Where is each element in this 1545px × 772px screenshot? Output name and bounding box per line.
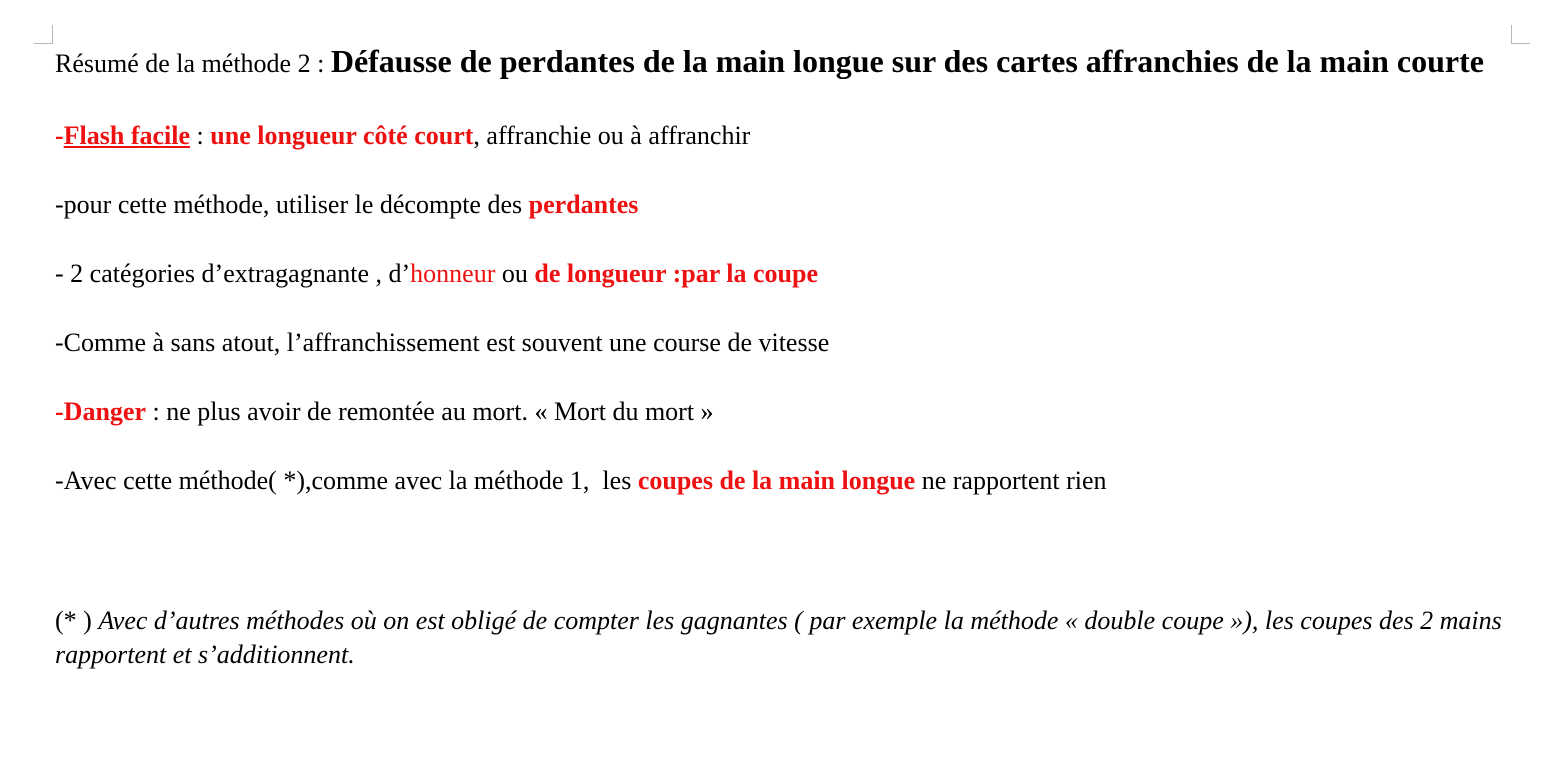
footnote-marker: (* ) (55, 606, 99, 635)
keyword-flash-facile: Flash facile (63, 121, 191, 150)
paragraph-decompte-perdantes (55, 187, 1505, 223)
document-title (55, 40, 1505, 85)
paragraph-danger (55, 394, 1505, 430)
margin-corner-mark-top-right (1511, 25, 1530, 44)
paragraph-text: -pour cette méthode, utiliser le décompte des (55, 190, 529, 219)
dash: - (55, 121, 64, 150)
highlight-honneur: honneur (410, 259, 496, 288)
paragraph-coupes-main-longue (55, 463, 1505, 499)
paragraph-text: -Comme à sans atout, l’affranchissement est souvent une course de vitesse (55, 328, 830, 357)
separator: : (190, 121, 211, 150)
dash: - (55, 397, 64, 426)
footnote-text: Avec d’autres méthodes où on est obligé de compter les gagnantes ( par exemple la méthode « double coupe »), les coupes des 2 mains rapportent et s’additionnent. (55, 606, 1502, 669)
highlight-de-longueur-par-la-coupe: de longueur :par la coupe (534, 259, 819, 288)
highlight-perdantes: perdantes (528, 190, 639, 219)
highlight-longueur-cote-court: une longueur côté court (210, 121, 474, 150)
paragraph-text: - 2 catégories d’extragagnante , d’ (55, 259, 411, 288)
keyword-danger: Danger (63, 397, 146, 426)
paragraph-text: -Avec cette méthode( *),comme avec la méthode 1, les (55, 466, 638, 495)
highlight-coupes-de-la-main-longue: coupes de la main longue (637, 466, 916, 495)
title-prefix: Résumé de la méthode 2 : (55, 49, 331, 78)
paragraph-middle: ou (495, 259, 535, 288)
paragraph-categories-extragagnante (55, 256, 1505, 292)
margin-corner-mark-top-left (34, 25, 53, 44)
footnote (55, 604, 1505, 672)
paragraph-flash-facile (55, 118, 1505, 154)
title-main: Défausse de perdantes de la main longue sur des cartes affranchies de la main courte (330, 43, 1484, 79)
paragraph-sans-atout (55, 325, 1505, 361)
paragraph-rest: : ne plus avoir de remontée au mort. « Mort du mort » (146, 397, 714, 426)
paragraph-rest: ne rapportent rien (915, 466, 1107, 495)
paragraph-rest: , affranchie ou à affranchir (473, 121, 751, 150)
document-body[interactable] (55, 40, 1505, 672)
